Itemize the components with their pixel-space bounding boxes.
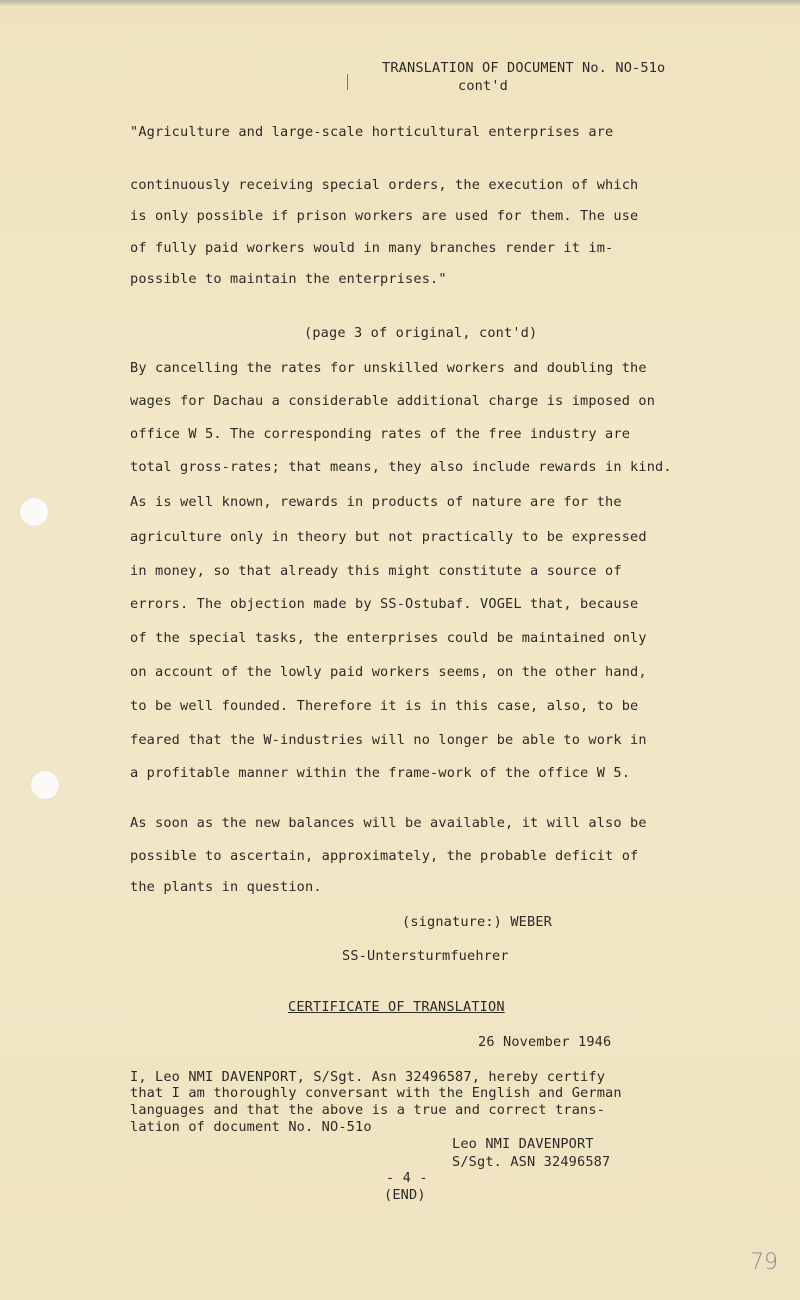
- body-line: wages for Dachau a considerable additional charge is imposed on: [130, 393, 656, 409]
- closing-line: As soon as the new balances will be available, it will also be: [130, 815, 647, 831]
- body-line: agriculture only in theory but not practically to be expressed: [130, 529, 647, 545]
- signer-name: Leo NMI DAVENPORT: [452, 1136, 594, 1152]
- body-line: a profitable manner within the frame-work of the office W 5.: [130, 765, 631, 781]
- certificate-line: languages and that the above is a true and correct trans-: [130, 1102, 606, 1118]
- body-line: total gross-rates; that means, they also include rewards in kind.: [130, 459, 672, 475]
- body-line: feared that the W-industries will no longer be able to work in: [130, 732, 647, 748]
- body-line: By cancelling the rates for unskilled workers and doubling the: [130, 360, 647, 376]
- quote-line: possible to maintain the enterprises.": [130, 271, 447, 287]
- signer-rank: S/Sgt. ASN 32496587: [452, 1154, 611, 1170]
- quote-line: continuously receiving special orders, the execution of which: [130, 177, 639, 193]
- body-line: on account of the lowly paid workers seems, on the other hand,: [130, 664, 647, 680]
- body-line: As is well known, rewards in products of nature are for the: [130, 494, 622, 510]
- body-line: to be well founded. Therefore it is in this case, also, to be: [130, 698, 639, 714]
- page-top-edge: [0, 0, 800, 6]
- quote-line: "Agriculture and large-scale horticultural enterprises are: [130, 124, 614, 140]
- certificate-line: I, Leo NMI DAVENPORT, S/Sgt. Asn 32496587, hereby certify: [130, 1069, 606, 1085]
- punch-hole: [31, 771, 59, 799]
- closing-line: the plants in question.: [130, 879, 322, 895]
- signature-rank: SS-Untersturmfuehrer: [342, 948, 509, 964]
- quote-line: of fully paid workers would in many branches render it im-: [130, 240, 614, 256]
- certificate-date: 26 November 1946: [478, 1034, 612, 1050]
- body-line: of the special tasks, the enterprises could be maintained only: [130, 630, 647, 646]
- archive-page-number: 79: [750, 1250, 778, 1275]
- margin-mark: [347, 74, 348, 90]
- body-line: errors. The objection made by SS-Ostubaf. VOGEL that, because: [130, 596, 639, 612]
- header-title: TRANSLATION OF DOCUMENT No. NO-51o: [382, 60, 666, 76]
- header-contd: cont'd: [458, 78, 509, 94]
- certificate-title: CERTIFICATE OF TRANSLATION: [288, 999, 505, 1015]
- body-line: office W 5. The corresponding rates of the free industry are: [130, 426, 631, 442]
- signature-line: (signature:) WEBER: [402, 914, 553, 930]
- footer-end: (END): [384, 1187, 426, 1203]
- certificate-line: lation of document No. NO-51o: [130, 1119, 372, 1135]
- certificate-line: that I am thoroughly conversant with the English and German: [130, 1085, 622, 1101]
- punch-hole: [20, 498, 48, 526]
- page-reference: (page 3 of original, cont'd): [304, 325, 538, 341]
- quote-line: is only possible if prison workers are used for them. The use: [130, 208, 639, 224]
- footer-page: - 4 -: [386, 1170, 428, 1186]
- body-line: in money, so that already this might constitute a source of: [130, 563, 622, 579]
- closing-line: possible to ascertain, approximately, the probable deficit of: [130, 848, 639, 864]
